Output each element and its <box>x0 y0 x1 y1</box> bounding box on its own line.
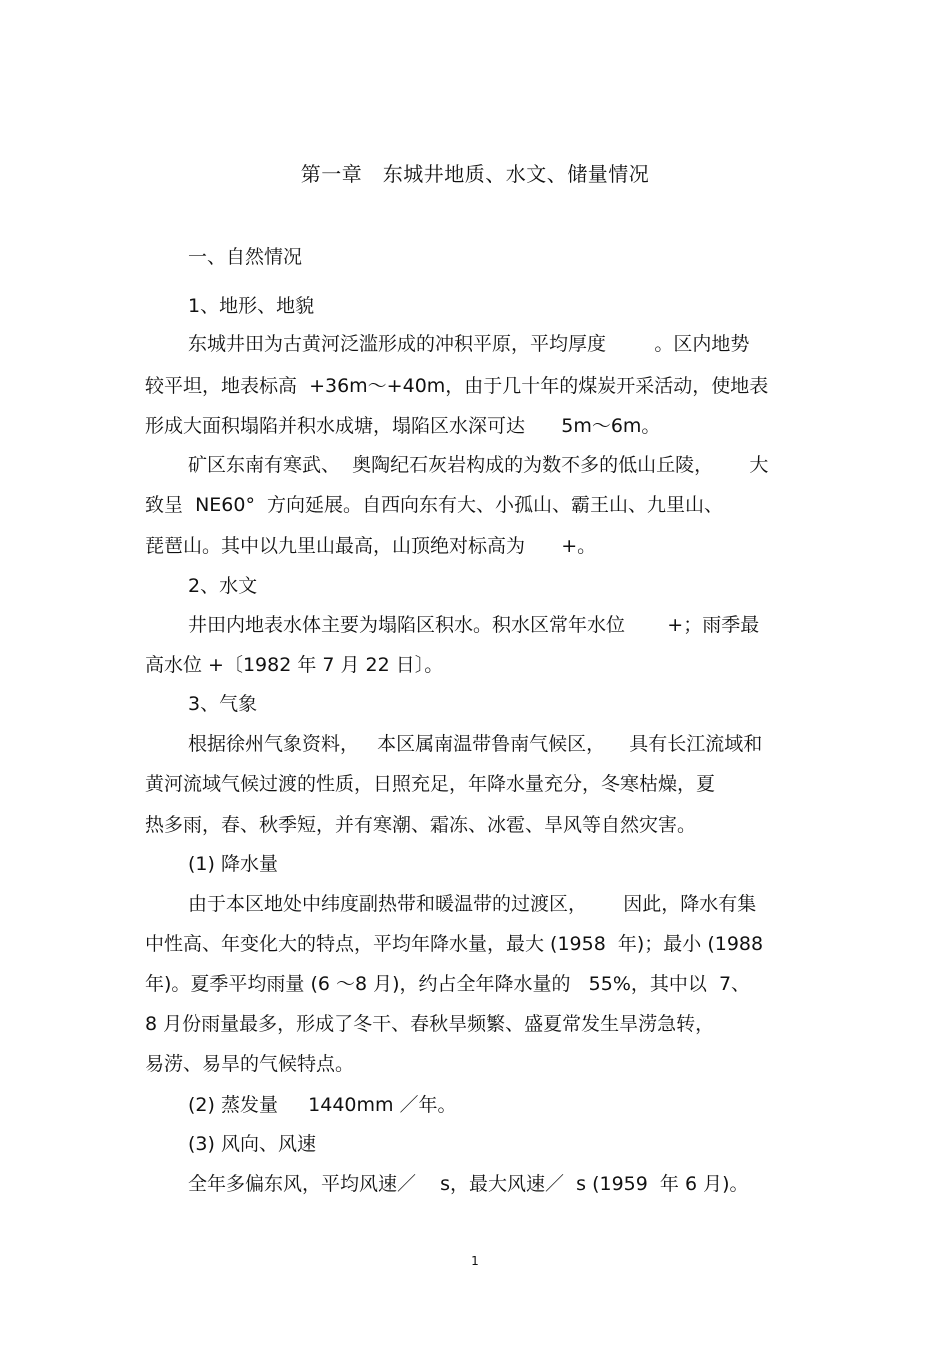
paragraph-line: 易涝、易旱的气候特点。 <box>145 1053 355 1075</box>
paragraph-line: 井田内地表水体主要为塌陷区积水。积水区常年水位 +；雨季最 <box>188 614 760 636</box>
section-heading-natural-conditions: 一、自然情况 <box>188 246 303 268</box>
subsection-heading-climate: 3、气象 <box>188 693 258 715</box>
paragraph-line: 形成大面积塌陷并积水成塘，塌陷区水深可达 5m～6m。 <box>145 415 661 437</box>
paragraph-line: 中性高、年变化大的特点，平均年降水量，最大 (1958 年)；最小 (1988 <box>145 933 764 955</box>
subsection-heading-terrain: 1、地形、地貌 <box>188 295 315 317</box>
page-number: 1 <box>471 1254 479 1268</box>
paragraph-line: 较平坦，地表标高 +36m～+40m，由于几十年的煤炭开采活动，使地表 <box>145 375 769 397</box>
paragraph-line: 矿区东南有寒武、 奥陶纪石灰岩构成的为数不多的低山丘陵， 大 <box>188 454 769 476</box>
paragraph-line: 高水位 +〔1982 年 7 月 22 日〕。 <box>145 654 444 676</box>
paragraph-line: 全年多偏东风，平均风速／ s，最大风速／ s (1959 年 6 月)。 <box>188 1173 749 1195</box>
paragraph-line: 由于本区地处中纬度副热带和暖温带的过渡区， 因此，降水有集 <box>188 893 757 915</box>
paragraph-line: 年)。夏季平均雨量 (6 ～8 月)，约占全年降水量的 55%，其中以 7、 <box>145 973 751 995</box>
paragraph-line: 黄河流域气候过渡的性质，日照充足，年降水量充分，冬寒枯燥，夏 <box>145 773 716 795</box>
paragraph-line: 东城井田为古黄河泛滥形成的冲积平原，平均厚度 。区内地势 <box>188 333 750 355</box>
paragraph-line: 琵琶山。其中以九里山最高，山顶绝对标高为 +。 <box>145 535 597 557</box>
item-heading-wind: (3) 风向、风速 <box>188 1133 316 1155</box>
paragraph-line: 8 月份雨量最多，形成了冬干、春秋旱频繁、盛夏常发生旱涝急转， <box>145 1013 715 1035</box>
paragraph-line: 致呈 NE60° 方向延展。自西向东有大、小孤山、霸王山、九里山、 <box>145 494 724 516</box>
item-heading-precipitation: (1) 降水量 <box>188 853 278 875</box>
paragraph-line: 热多雨，春、秋季短，并有寒潮、霜冻、冰雹、旱风等自然灾害。 <box>145 814 697 836</box>
item-heading-evaporation: (2) 蒸发量 1440mm ／年。 <box>188 1094 457 1116</box>
chapter-title: 第一章 东城井地质、水文、储量情况 <box>300 162 650 186</box>
subsection-heading-hydrology: 2、水文 <box>188 575 258 597</box>
paragraph-line: 根据徐州气象资料， 本区属南温带鲁南气候区， 具有长江流域和 <box>188 733 763 755</box>
